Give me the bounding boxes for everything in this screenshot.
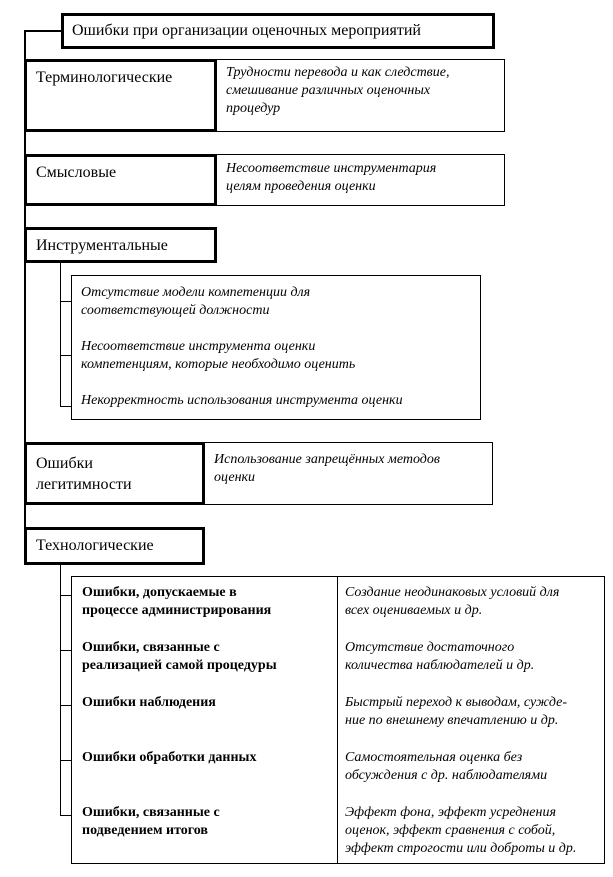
technological-row-tick — [60, 760, 72, 761]
technological-row-tick — [60, 705, 72, 706]
technological-row-tick — [60, 815, 72, 816]
instrumental-connector-line — [60, 263, 61, 407]
category-instrumental-items — [71, 275, 481, 420]
table-error-cell: Ошибки, связанные с реализацией самой процедуры — [82, 640, 277, 673]
category-instrumental — [24, 227, 217, 263]
instrumental-item-tick — [60, 355, 72, 356]
category-instrumental-label: Инструментальные — [36, 237, 168, 254]
table-error-cell: Ошибки, допускаемые в процессе администрирования — [82, 585, 272, 618]
category-legitimacy — [24, 442, 205, 505]
category-terminological-desc — [216, 59, 505, 132]
category-semantic-desc-text: Несоответствие инструментария целям проведения оценки — [226, 161, 437, 194]
category-legitimacy-desc — [204, 442, 493, 505]
category-terminological-desc-text: Трудности перевода и как следствие, смешивание различных оценочных процедур — [226, 65, 450, 116]
table-error-cell: Ошибки обработки данных — [82, 750, 257, 765]
table-column-divider — [337, 577, 338, 863]
table-example-cell: Быстрый переход к выводам, сужде- ние по внешнему впечатлению и др. — [345, 695, 568, 728]
table-example-cell: Эффект фона, эффект усреднения оценок, эффект сравнения с собой, эффект строгости или доброты и др. — [345, 805, 577, 856]
technological-table — [71, 576, 605, 864]
diagram-title-text: Ошибки при организации оценочных мероприятий — [72, 22, 421, 39]
technological-row-tick — [60, 650, 72, 651]
category-terminological-label: Терминологические — [36, 69, 173, 86]
technological-row-tick — [60, 595, 72, 596]
instrumental-item: Некорректность использования инструмента оценки — [81, 393, 403, 408]
table-error-cell: Ошибки, связанные с подведением итогов — [82, 805, 220, 838]
category-semantic-label: Смысловые — [36, 164, 117, 181]
technological-connector-line — [60, 565, 61, 815]
title-connector-line — [24, 30, 62, 32]
table-example-cell: Самостоятельная оценка без обсуждения с др. наблюдателями — [345, 750, 548, 783]
table-error-cell: Ошибки наблюдения — [82, 695, 216, 710]
category-technological — [24, 527, 205, 565]
category-legitimacy-label: Ошибки легитимности — [36, 455, 132, 493]
table-example-cell: Отсутствие достаточного количества наблюдателей и др. — [345, 640, 535, 673]
instrumental-item-tick — [60, 406, 72, 407]
category-technological-label: Технологические — [36, 537, 154, 554]
category-legitimacy-desc-text: Использование запрещённых методов оценки — [214, 452, 440, 485]
diagram-title — [61, 13, 495, 49]
category-terminological — [24, 59, 217, 132]
instrumental-item: Отсутствие модели компетенции для соответствующей должности — [81, 285, 311, 318]
category-semantic-desc — [216, 154, 505, 206]
instrumental-item: Несоответствие инструмента оценки компетенциям, которые необходимо оценить — [81, 339, 356, 372]
category-semantic — [24, 154, 217, 206]
instrumental-item-tick — [60, 301, 72, 302]
table-example-cell: Создание неодинаковых условий для всех оцениваемых и др. — [345, 585, 560, 618]
